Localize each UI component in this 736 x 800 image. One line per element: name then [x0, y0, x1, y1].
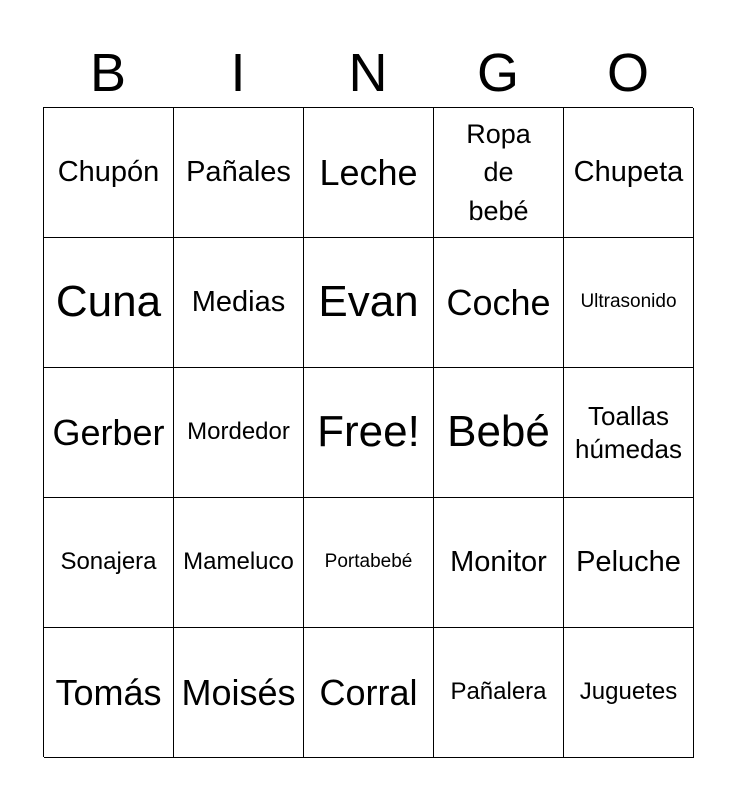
bingo-cell[interactable]: Juguetes: [564, 628, 694, 758]
bingo-cell[interactable]: Mameluco: [174, 498, 304, 628]
bingo-cell[interactable]: Sonajera: [44, 498, 174, 628]
header-letter-b: B: [89, 43, 127, 103]
bingo-cell[interactable]: Medias: [174, 238, 304, 368]
bingo-cell[interactable]: Corral: [304, 628, 434, 758]
bingo-cell[interactable]: Portabebé: [304, 498, 434, 628]
bingo-cell[interactable]: Coche: [434, 238, 564, 368]
bingo-board: [43, 107, 693, 757]
bingo-cell[interactable]: Chupón: [44, 108, 174, 238]
bingo-cell[interactable]: Bebé: [434, 368, 564, 498]
bingo-cell[interactable]: Ropa de bebé: [434, 108, 564, 238]
bingo-cell[interactable]: Peluche: [564, 498, 694, 628]
bingo-cell[interactable]: Leche: [304, 108, 434, 238]
bingo-cell[interactable]: Ultrasonido: [564, 238, 694, 368]
bingo-cell-free[interactable]: Free!: [304, 368, 434, 498]
bingo-cell[interactable]: Cuna: [44, 238, 174, 368]
header-letter-n: N: [348, 43, 388, 103]
bingo-cell[interactable]: Chupeta: [564, 108, 694, 238]
bingo-cell[interactable]: Pañales: [174, 108, 304, 238]
bingo-cell[interactable]: Pañalera: [434, 628, 564, 758]
bingo-cell[interactable]: Moisés: [174, 628, 304, 758]
header-letter-g: G: [476, 43, 519, 103]
header-letter-o: O: [606, 43, 649, 103]
bingo-cell[interactable]: Evan: [304, 238, 434, 368]
bingo-cell[interactable]: Gerber: [44, 368, 174, 498]
bingo-cell[interactable]: Toallas húmedas: [564, 368, 694, 498]
bingo-header: [43, 40, 693, 106]
bingo-cell[interactable]: Mordedor: [174, 368, 304, 498]
bingo-cell[interactable]: Monitor: [434, 498, 564, 628]
header-letter-i: I: [230, 43, 246, 103]
bingo-cell[interactable]: Tomás: [44, 628, 174, 758]
